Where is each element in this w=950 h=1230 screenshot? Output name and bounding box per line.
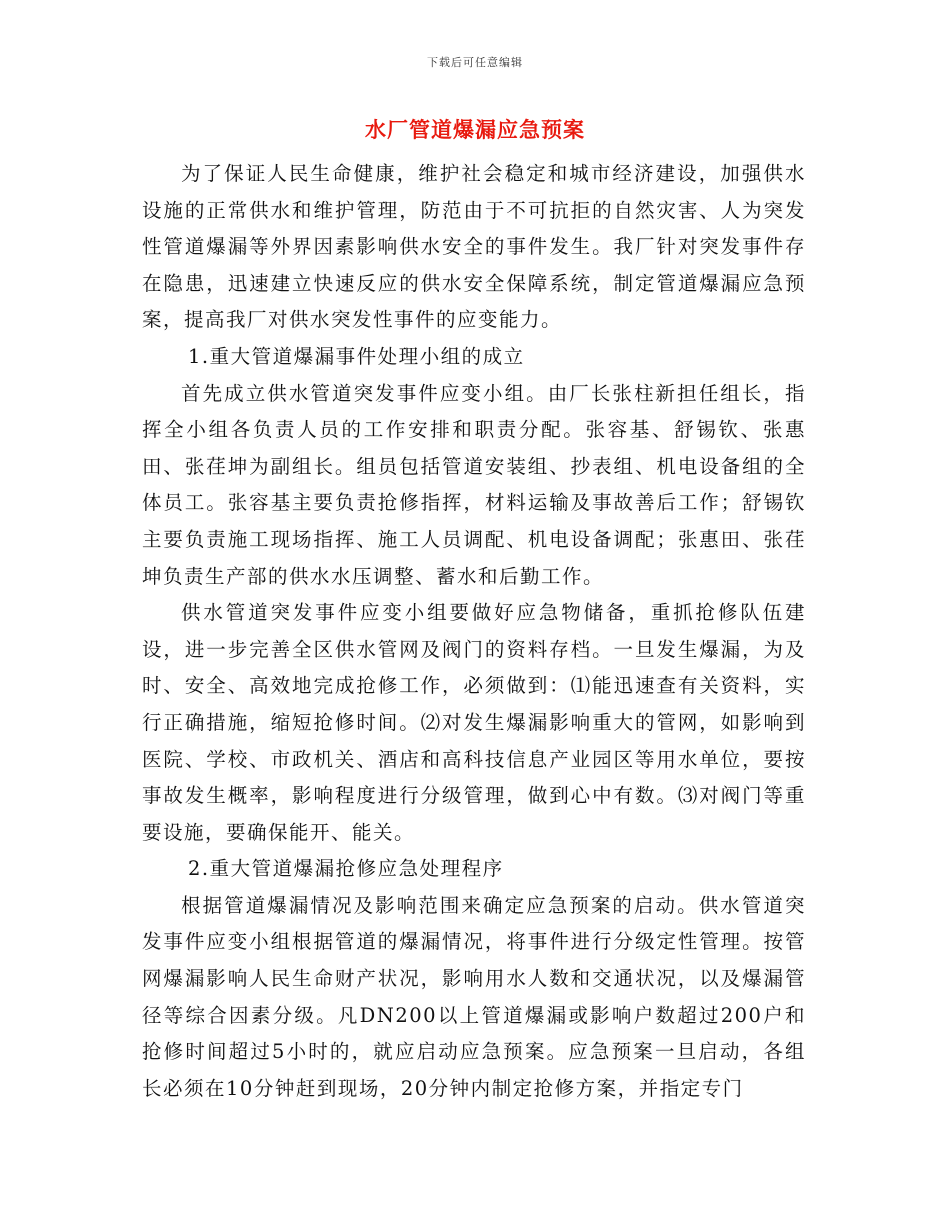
document-body: [142, 156, 806, 1107]
paragraph: 首先成立供水管道突发事件应变小组。由厂长张柱新担任组长，指挥全小组各负责人员的工作安排和职责分配。张容基、舒锡钦、张惠田、张荏坤为副组长。组员包括管道安装组、抄表组、机电设备组的全体员工。张容基主要负责抢修指挥，材料运输及事故善后工作；舒锡钦主要负责施工现场指挥、施工人员调配、机电设备调配；张惠田、张荏坤负责生产部的供水水压调整、蓄水和后勤工作。: [142, 381, 806, 588]
paragraph: 为了保证人民生命健康，维护社会稳定和城市经济建设，加强供水设施的正常供水和维护管理，防范由于不可抗拒的自然灾害、人为突发性管道爆漏等外界因素影响供水安全的事件发生。我厂针对突发事件存在隐患，迅速建立快速反应的供水安全保障系统，制定管道爆漏应急预案，提高我厂对供水突发性事件的应变能力。: [142, 162, 806, 332]
paragraph: 根据管道爆漏情况及影响范围来确定应急预案的启动。供水管道突发事件应变小组根据管道的爆漏情况，将事件进行分级定性管理。按管网爆漏影响人民生命财产状况，影响用水人数和交通状况，以及爆漏管径等综合因素分级。凡DN200以上管道爆漏或影响户数超过200户和抢修时间超过5小时的，就应启动应急预案。应急预案一旦启动，各组长必须在10分钟赶到现场，20分钟内制定抢修方案，并指定专门: [142, 893, 806, 1100]
document-title: 水厂管道爆漏应急预案: [365, 117, 585, 142]
header-note: 下载后可任意编辑: [427, 56, 523, 69]
paragraph: 供水管道突发事件应变小组要做好应急物储备，重抓抢修队伍建设，进一步完善全区供水管网及阀门的资料存档。一旦发生爆漏，为及时、安全、高效地完成抢修工作，必须做到：⑴能迅速查有关资料，实行正确措施，缩短抢修时间。⑵对发生爆漏影响重大的管网，如影响到医院、学校、市政机关、酒店和高科技信息产业园区等用水单位，要按事故发生概率，影响程度进行分级管理，做到心中有数。⑶对阀门等重要设施，要确保能开、能关。: [142, 601, 806, 844]
section-heading: 1.重大管道爆漏事件处理小组的成立: [188, 344, 525, 368]
section-heading: 2.重大管道爆漏抢修应急处理程序: [188, 857, 504, 881]
